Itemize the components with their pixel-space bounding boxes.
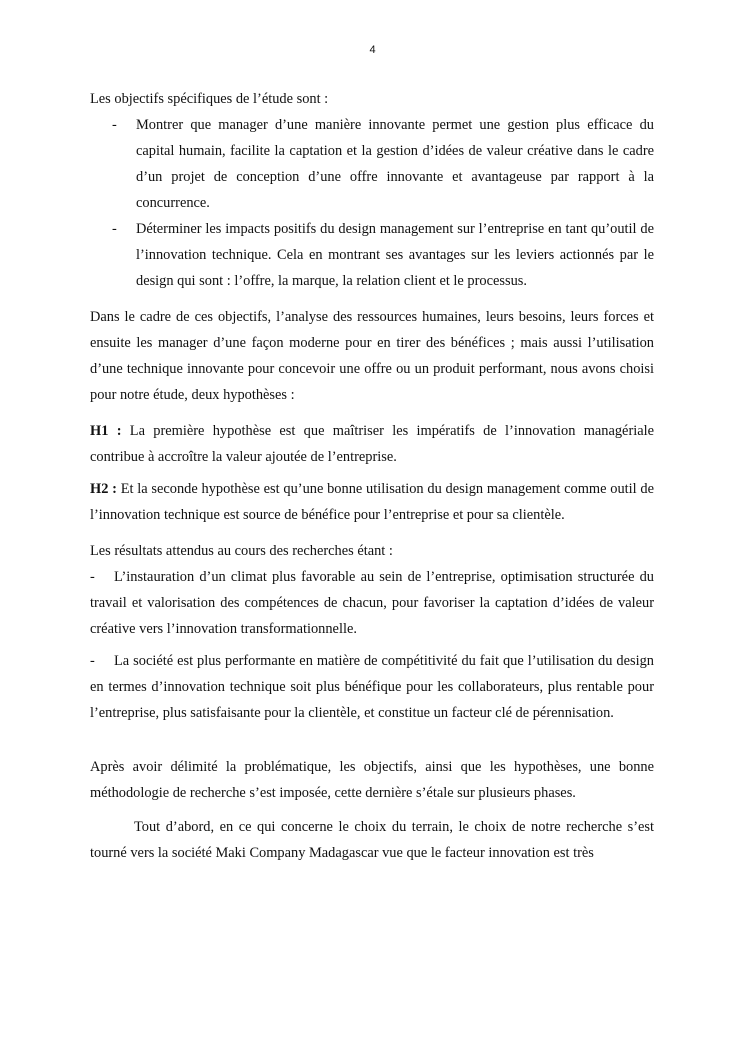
paragraph-terrain: Tout d’abord, en ce qui concerne le choix du terrain, le choix de notre recherche s’est tourné vers la société Maki Company Madagascar vue que le facteur innovation est très xyxy=(90,819,654,861)
objectives-intro: Les objectifs spécifiques de l’étude sont : xyxy=(90,91,329,107)
list-dash: - xyxy=(112,221,117,237)
list-dash: - xyxy=(90,653,95,669)
result-text: La société est plus performante en matière de compétitivité du fait que l’utilisation du design en termes d’innovation technique soit plus bénéfique pour les collaborateurs, plus rentable pour l’entreprise, plus satisfaisante pour la clientèle, et constitue un facteur clé de pérennisation. xyxy=(90,653,654,721)
list-dash: - xyxy=(90,569,95,585)
result-item xyxy=(90,564,654,642)
hypothesis-label: H2 : xyxy=(90,481,117,497)
document-body xyxy=(90,86,654,866)
result-text: L’instauration d’un climat plus favorable au sein de l’entreprise, optimisation structurée du travail et valorisation des compétences de chacun, pour favoriser la captation d’idées de valeur créative vers l’innovation transformationnelle. xyxy=(90,569,654,637)
objective-text: Montrer que manager d’une manière innovante permet une gestion plus efficace du capital humain, facilite la captation et la gestion d’idées de valeur créative dans le cadre d’un projet de conception d’une offre innovante et avantageuse par rapport à la concurrence. xyxy=(136,117,654,211)
hypothesis-1 xyxy=(90,418,654,470)
hypothesis-text: La première hypothèse est que maîtriser les impératifs de l’innovation managériale contribue à accroître la valeur ajoutée de l’entreprise. xyxy=(90,423,655,465)
results-intro: Les résultats attendus au cours des recherches étant : xyxy=(90,543,393,559)
list-dash: - xyxy=(112,117,117,133)
hypothesis-text: Et la seconde hypothèse est qu’une bonne utilisation du design management comme outil de l’innovation technique est source de bénéfice pour l’entreprise et pour sa clientèle. xyxy=(90,481,654,523)
hypothesis-2 xyxy=(90,476,654,528)
objective-item xyxy=(90,216,654,294)
result-item xyxy=(90,648,654,726)
objective-text: Déterminer les impacts positifs du design management sur l’entreprise en tant qu’outil de l’innovation technique. Cela en montrant ses avantages sur les leviers actionnés par le design qui sont : l’offre, la marque, la relation client et le processus. xyxy=(136,221,654,289)
objective-item xyxy=(90,112,654,216)
paragraph-framework: Dans le cadre de ces objectifs, l’analyse des ressources humaines, leurs besoins, leurs forces et ensuite les manager d’une façon moderne pour en tirer des bénéfices ; mais aussi l’utilisation d’une technique innovante pour concevoir une offre ou un produit performant, nous avons choisi pour notre étude, deux hypothèses : xyxy=(90,309,654,403)
paragraph-methodology: Après avoir délimité la problématique, les objectifs, ainsi que les hypothèses, une bonne méthodologie de recherche s’est imposée, cette dernière s’étale sur plusieurs phases. xyxy=(90,759,654,801)
objectives-list xyxy=(90,112,654,294)
page-number: 4 xyxy=(369,44,376,56)
hypothesis-label: H1 : xyxy=(90,423,122,439)
